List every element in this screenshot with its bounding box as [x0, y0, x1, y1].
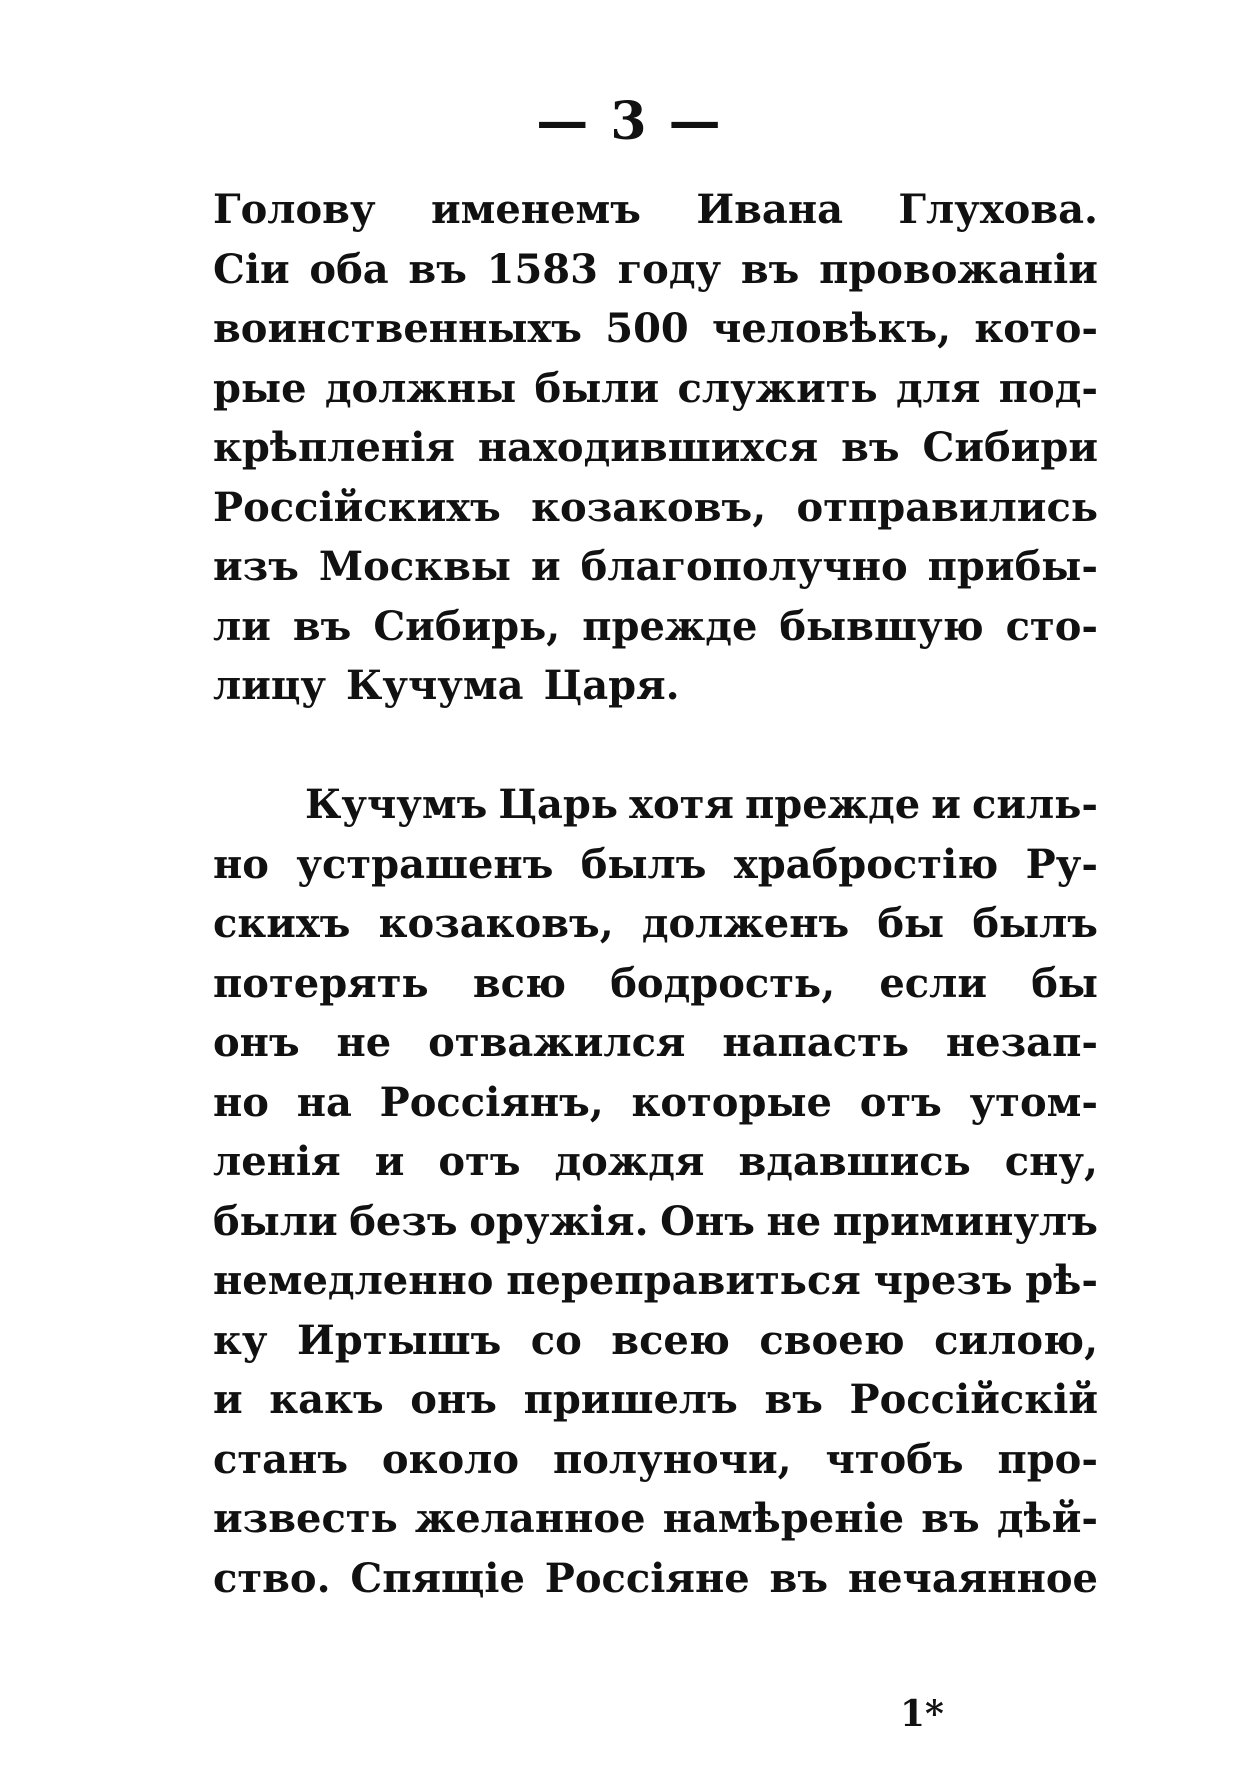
word: потерять — [213, 959, 429, 1007]
word: но — [213, 840, 269, 888]
word: были — [213, 1197, 338, 1245]
word: находившихся — [477, 424, 819, 471]
text-line — [213, 1073, 1098, 1133]
word: со — [530, 1316, 582, 1364]
word: 1583 — [486, 245, 598, 293]
word: Царя. — [543, 662, 680, 709]
page-number: — 3 — — [536, 91, 723, 152]
text-line — [213, 359, 1098, 419]
word: намѣреніе — [662, 1495, 905, 1542]
word: оружія. — [469, 1197, 649, 1245]
word: Москвы — [318, 543, 511, 590]
word: былъ — [580, 840, 707, 888]
text-line — [213, 537, 1098, 597]
signature-mark: 1* — [900, 1693, 944, 1735]
word: чрезъ — [873, 1257, 1013, 1304]
word: крѣпленія — [213, 424, 455, 471]
word: долженъ — [641, 900, 850, 947]
word: бывшую — [779, 602, 984, 650]
word: силою, — [934, 1316, 1098, 1364]
text-line — [213, 1370, 1098, 1430]
word: Кучумъ — [305, 781, 488, 828]
text-line — [213, 1549, 1098, 1609]
word: ство. — [213, 1554, 331, 1602]
word: въ — [841, 424, 900, 471]
word: полуночи, — [552, 1435, 792, 1483]
word: отважился — [428, 1019, 686, 1066]
word: бы — [1031, 959, 1098, 1007]
word: станъ — [213, 1435, 349, 1483]
word: всею — [611, 1316, 730, 1364]
word: Россіянъ, — [379, 1078, 604, 1126]
word: дождя — [554, 1138, 705, 1185]
word: служить — [677, 364, 878, 412]
text-line — [213, 418, 1098, 478]
word: въ — [921, 1495, 980, 1542]
text-line — [213, 478, 1098, 538]
word: Иртышъ — [296, 1316, 502, 1364]
word: онъ — [213, 1019, 300, 1066]
word: желанное — [414, 1495, 646, 1542]
text-line — [213, 775, 1098, 835]
word: силь- — [971, 781, 1098, 828]
word: немедленно — [213, 1257, 494, 1304]
word: для — [896, 364, 981, 412]
text-line — [213, 894, 1098, 954]
word: именемъ — [430, 186, 641, 233]
word: благополучно — [580, 543, 908, 590]
word: отправились — [796, 483, 1098, 531]
text-line — [213, 299, 1098, 359]
word: Глухова. — [898, 186, 1098, 233]
word: про- — [997, 1435, 1098, 1483]
text-line — [213, 1132, 1098, 1192]
word: под- — [998, 364, 1098, 412]
word: рѣ- — [1025, 1257, 1098, 1304]
word: и — [530, 543, 561, 590]
word: сто- — [1005, 602, 1098, 650]
word: незап- — [945, 1019, 1098, 1066]
word: Онъ — [660, 1197, 755, 1245]
word: ленія — [213, 1138, 341, 1185]
word: прежде — [582, 602, 758, 650]
text-line — [213, 1251, 1098, 1311]
word: 500 — [605, 305, 689, 352]
word: изъ — [213, 543, 299, 590]
word: человѣкъ, — [712, 305, 952, 352]
word: Россійскій — [849, 1376, 1098, 1423]
word: Ивана — [696, 186, 844, 233]
word: Россійскихъ — [213, 483, 501, 531]
word: Кучума — [346, 662, 524, 709]
word: козаковъ, — [378, 900, 614, 947]
text-line — [213, 1489, 1098, 1549]
word: Сіи — [213, 245, 290, 293]
word: прибы- — [927, 543, 1098, 590]
text-line — [213, 1430, 1098, 1490]
word: провожаніи — [819, 245, 1098, 293]
word: ку — [213, 1316, 268, 1364]
word: Спящіе — [350, 1554, 525, 1602]
word: и — [213, 1376, 243, 1423]
word: скихъ — [213, 900, 351, 947]
word: чтобъ — [825, 1435, 964, 1483]
word: и — [931, 781, 961, 828]
word: храбростію — [733, 840, 999, 888]
word: дѣй- — [996, 1495, 1098, 1542]
word: Голову — [213, 186, 376, 233]
word: около — [381, 1435, 520, 1483]
word: должны — [324, 364, 517, 412]
word: какъ — [269, 1376, 384, 1423]
text-line — [213, 180, 1098, 240]
word: Царь — [498, 781, 619, 828]
word: вдавшись — [738, 1138, 971, 1185]
text-line — [213, 835, 1098, 895]
word: козаковъ, — [531, 483, 767, 531]
word: въ — [292, 602, 352, 650]
word: онъ — [410, 1376, 497, 1423]
word: лицу — [213, 662, 327, 709]
word: напасть — [722, 1019, 910, 1066]
word: пришелъ — [523, 1376, 738, 1423]
word: бы — [877, 900, 945, 947]
paragraph-2 — [213, 775, 1098, 1608]
word: не — [336, 1019, 392, 1066]
word: устрашенъ — [296, 840, 554, 888]
word: отъ — [438, 1138, 521, 1185]
text-line — [213, 954, 1098, 1014]
text-line — [213, 1311, 1098, 1371]
word: Сибирь, — [373, 602, 561, 650]
word: сну, — [1004, 1138, 1098, 1185]
word: въ — [740, 245, 800, 293]
word: если — [879, 959, 988, 1007]
word: и — [374, 1138, 405, 1185]
word: утом- — [969, 1078, 1098, 1126]
word: рые — [213, 364, 307, 412]
word: въ — [764, 1376, 823, 1423]
word: Ру- — [1025, 840, 1098, 888]
text-line — [213, 240, 1098, 300]
word: Россіяне — [544, 1554, 750, 1602]
word: бодрость, — [610, 959, 836, 1007]
text-line — [213, 597, 1098, 657]
word: оба — [309, 245, 389, 293]
word: нечаянное — [847, 1554, 1098, 1602]
word: не — [766, 1197, 822, 1245]
text-line — [213, 1192, 1098, 1252]
word: известь — [213, 1495, 398, 1542]
word: Сибири — [922, 424, 1098, 471]
word: хотя — [629, 781, 734, 828]
word: но — [213, 1078, 269, 1126]
word: отъ — [859, 1078, 942, 1126]
word: на — [296, 1078, 352, 1126]
word: въ — [408, 245, 467, 293]
word: своею — [759, 1316, 905, 1364]
word: воинственныхъ — [213, 305, 582, 352]
text-line — [213, 1013, 1098, 1073]
word: приминулъ — [832, 1197, 1098, 1245]
word: ли — [213, 602, 271, 650]
word: былъ — [972, 900, 1098, 947]
word: году — [617, 245, 722, 293]
text-line — [213, 656, 1098, 716]
word: въ — [769, 1554, 829, 1602]
word: которые — [631, 1078, 832, 1126]
word: кото- — [974, 305, 1098, 352]
word: прежде — [745, 781, 921, 828]
word: безъ — [349, 1197, 458, 1245]
paragraph-1 — [213, 180, 1098, 716]
word: были — [534, 364, 660, 412]
word: всю — [472, 959, 567, 1007]
word: переправиться — [506, 1257, 861, 1304]
